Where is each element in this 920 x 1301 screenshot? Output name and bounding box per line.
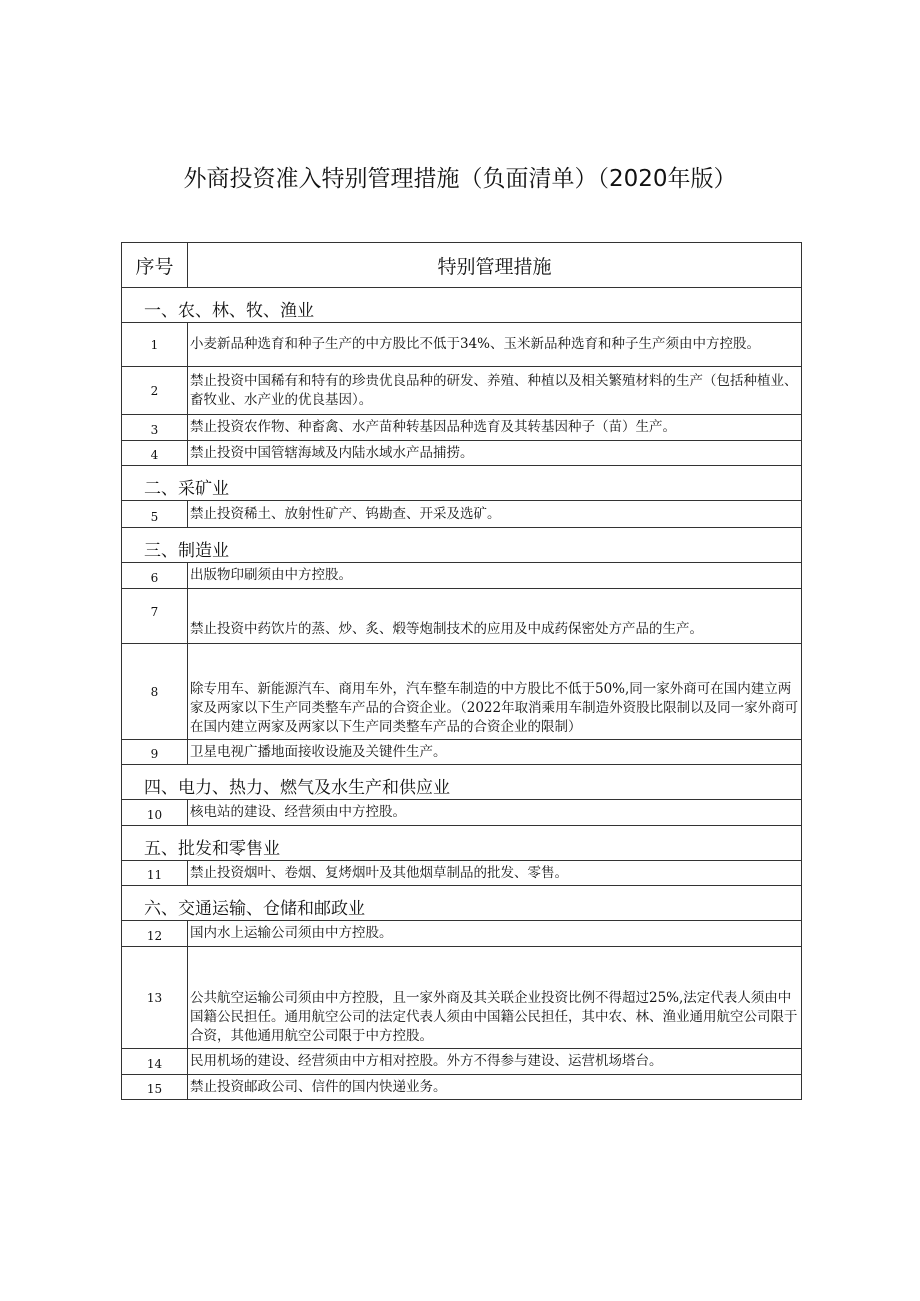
section-heading: 五、批发和零售业 (122, 826, 802, 861)
table-header-row (122, 243, 802, 288)
table-row (122, 441, 802, 466)
row-text: 出版物印刷须由中方控股。 (188, 563, 802, 589)
row-text: 小麦新品种选育和种子生产的中方股比不低于34%、玉米新品种选育和种子生产须由中方控股。 (188, 323, 802, 367)
row-num: 2 (122, 367, 188, 415)
section-heading-row (122, 765, 802, 800)
row-num: 1 (122, 323, 188, 367)
row-text: 除专用车、新能源汽车、商用车外，汽车整车制造的中方股比不低于50%,同一家外商可在国内建立两家及两家以下生产同类整车产品的合资企业。（2022年取消乘用车制造外资股比限制以及同一家外商可在国内建立两家及两家以下生产同类整车产品的合资企业的限制） (188, 644, 802, 740)
section-heading-row (122, 288, 802, 323)
table-row (122, 921, 802, 947)
table-row (122, 367, 802, 415)
row-text: 民用机场的建设、经营须由中方相对控股。外方不得参与建设、运营机场塔台。 (188, 1049, 802, 1075)
row-num: 15 (122, 1075, 188, 1100)
row-num: 8 (122, 644, 188, 740)
document-title: 外商投资准入特别管理措施（负面清单）（2020年版） (183, 166, 737, 192)
row-text: 禁止投资农作物、种畜禽、水产苗种转基因品种选育及其转基因种子（苗）生产。 (188, 415, 802, 441)
row-text: 核电站的建设、经营须由中方控股。 (188, 800, 802, 826)
table-row (122, 563, 802, 589)
row-text: 禁止投资中国管辖海域及内陆水域水产品捕捞。 (188, 441, 802, 466)
table-row (122, 323, 802, 367)
row-text: 禁止投资烟叶、卷烟、复烤烟叶及其他烟草制品的批发、零售。 (188, 861, 802, 886)
row-text: 禁止投资中药饮片的蒸、炒、炙、煅等炮制技术的应用及中成药保密处方产品的生产。 (188, 589, 802, 644)
row-text: 禁止投资邮政公司、信件的国内快递业务。 (188, 1075, 802, 1100)
table-row (122, 1075, 802, 1100)
table-row (122, 501, 802, 528)
table-row (122, 861, 802, 886)
table-row (122, 740, 802, 765)
row-text: 国内水上运输公司须由中方控股。 (188, 921, 802, 947)
section-heading-row (122, 528, 802, 563)
row-num: 12 (122, 921, 188, 947)
section-heading-row (122, 886, 802, 921)
header-measures: 特别管理措施 (188, 243, 802, 288)
table-row (122, 1049, 802, 1075)
row-text: 卫星电视广播地面接收设施及关键件生产。 (188, 740, 802, 765)
row-num: 10 (122, 800, 188, 826)
table-row (122, 800, 802, 826)
section-heading: 二、采矿业 (122, 466, 802, 501)
row-num: 14 (122, 1049, 188, 1075)
table-row (122, 947, 802, 1049)
row-num: 9 (122, 740, 188, 765)
section-heading: 三、制造业 (122, 528, 802, 563)
section-heading-row (122, 466, 802, 501)
row-num: 4 (122, 441, 188, 466)
row-num: 11 (122, 861, 188, 886)
row-text: 禁止投资稀土、放射性矿产、钨勘查、开采及选矿。 (188, 501, 802, 528)
table-row (122, 589, 802, 644)
table-row (122, 644, 802, 740)
section-heading-row (122, 826, 802, 861)
row-num: 5 (122, 501, 188, 528)
row-num: 6 (122, 563, 188, 589)
row-text: 禁止投资中国稀有和特有的珍贵优良品种的研发、养殖、种植以及相关繁殖材料的生产（包括种植业、畜牧业、水产业的优良基因）。 (188, 367, 802, 415)
section-heading: 一、农、林、牧、渔业 (122, 288, 802, 323)
negative-list-table (121, 242, 802, 1100)
section-heading: 六、交通运输、仓储和邮政业 (122, 886, 802, 921)
row-num: 13 (122, 947, 188, 1049)
section-heading: 四、电力、热力、燃气及水生产和供应业 (122, 765, 802, 800)
row-text: 公共航空运输公司须由中方控股，且一家外商及其关联企业投资比例不得超过25%,法定代表人须由中国籍公民担任。通用航空公司的法定代表人须由中国籍公民担任，其中农、林、渔业通用航空公司限于合资，其他通用航空公司限于中方控股。 (188, 947, 802, 1049)
row-num: 3 (122, 415, 188, 441)
table-row (122, 415, 802, 441)
row-num: 7 (122, 589, 188, 644)
header-num: 序号 (122, 243, 188, 288)
